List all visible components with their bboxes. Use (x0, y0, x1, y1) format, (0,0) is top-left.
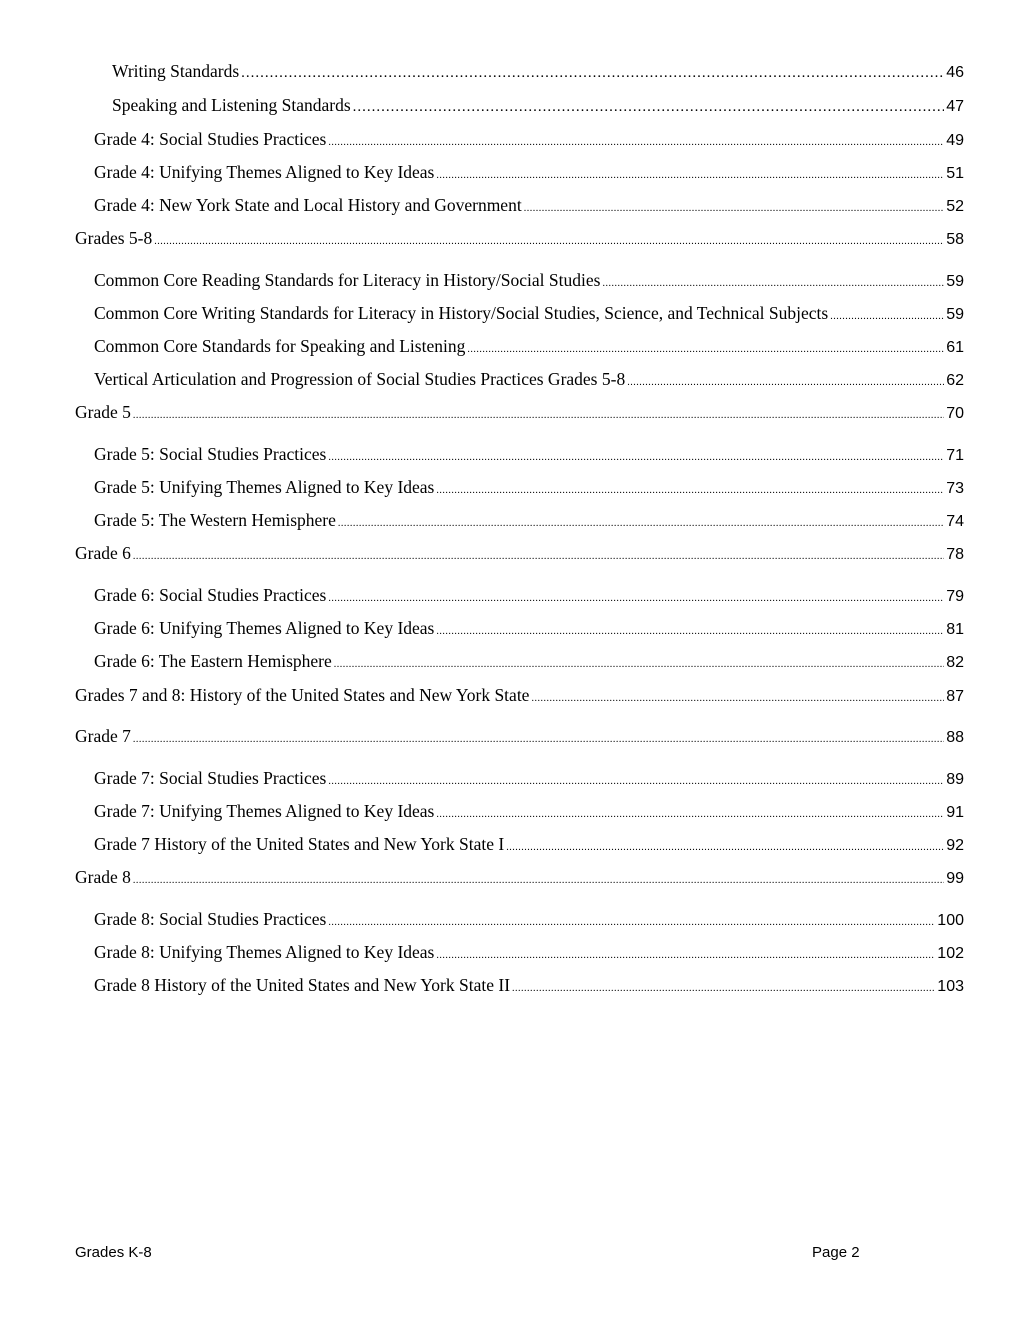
toc-entry-page: 91 (946, 804, 964, 821)
dot-leader (436, 804, 944, 826)
toc-entry-page: 81 (946, 621, 964, 638)
toc-entry-page: 102 (937, 945, 964, 962)
dot-leader (531, 688, 944, 710)
dot-leader (241, 62, 944, 84)
dot-leader (328, 912, 935, 934)
toc-entry-title: Grade 4: Social Studies Practices (94, 129, 327, 149)
dot-leader (133, 729, 944, 751)
toc-entry[interactable] (112, 94, 964, 118)
footer-page-number: Page 2 (812, 1244, 860, 1261)
dot-leader (328, 132, 944, 154)
toc-entry-title: Grade 6: Unifying Themes Aligned to Key Ideas (94, 618, 435, 638)
toc-entry-title: Grade 5: The Western Hemisphere (94, 510, 336, 530)
toc-entry[interactable] (112, 60, 964, 84)
toc-entry-page: 59 (946, 273, 964, 290)
toc-entry[interactable] (75, 866, 964, 892)
toc-entry-title: Grade 8: Social Studies Practices (94, 909, 327, 929)
toc-entry-title: Grade 7: Social Studies Practices (94, 768, 327, 788)
toc-entry-title: Common Core Standards for Speaking and Listening (94, 336, 466, 356)
toc-entry[interactable] (75, 684, 964, 710)
dot-leader (353, 96, 945, 118)
toc-entry-page: 74 (946, 513, 964, 530)
toc-entry[interactable] (94, 617, 964, 643)
toc-entry-page: 73 (946, 480, 964, 497)
toc-entry[interactable] (94, 302, 964, 328)
toc-entry-title: Grade 4: New York State and Local History and Government (94, 195, 522, 215)
toc-entry-title: Grades 7 and 8: History of the United States and New York State (75, 685, 530, 705)
toc-entry[interactable] (94, 269, 964, 295)
toc-entry-title: Grades 5-8 (75, 228, 153, 248)
toc-entry-title: Grade 7 (75, 726, 131, 746)
toc-entry-page: 46 (946, 64, 964, 81)
dot-leader (436, 480, 944, 502)
toc-entry[interactable] (94, 443, 964, 469)
toc-entry-title: Grade 7 History of the United States and New York State I (94, 834, 505, 854)
toc-entry-page: 49 (946, 132, 964, 149)
toc-entry-page: 100 (937, 912, 964, 929)
toc-entry[interactable] (94, 194, 964, 220)
dot-leader (436, 945, 935, 967)
toc-entry[interactable] (94, 800, 964, 826)
toc-entry-page: 79 (946, 588, 964, 605)
toc-entry-page: 92 (946, 837, 964, 854)
dot-leader (133, 870, 944, 892)
toc-entry-title: Grade 5: Unifying Themes Aligned to Key Ideas (94, 477, 435, 497)
toc-entry-page: 62 (946, 372, 964, 389)
toc-entry[interactable] (94, 833, 964, 859)
dot-leader (133, 405, 944, 427)
toc-entry-page: 82 (946, 654, 964, 671)
toc-entry[interactable] (94, 767, 964, 793)
toc-entry-title: Common Core Writing Standards for Literacy in History/Social Studies, Science, and Technical Subjects (94, 303, 829, 323)
toc-entry-page: 61 (946, 339, 964, 356)
dot-leader (436, 165, 944, 187)
dot-leader (436, 621, 944, 643)
toc-entry[interactable] (75, 227, 964, 253)
toc-entry-title: Speaking and Listening Standards (112, 95, 351, 115)
toc-entry-title: Grade 6 (75, 543, 131, 563)
dot-leader (512, 978, 935, 1000)
toc-entry[interactable] (94, 908, 964, 934)
toc-entry[interactable] (94, 368, 964, 394)
toc-entry-page: 70 (946, 405, 964, 422)
dot-leader (338, 513, 944, 535)
toc-entry[interactable] (94, 941, 964, 967)
toc-entry[interactable] (94, 128, 964, 154)
toc-entry[interactable] (75, 725, 964, 751)
toc-entry-page: 87 (946, 688, 964, 705)
toc-entry-page: 89 (946, 771, 964, 788)
toc-entry[interactable] (75, 542, 964, 568)
toc-entry-title: Grade 5 (75, 402, 131, 422)
toc-entry[interactable] (94, 476, 964, 502)
toc-entry[interactable] (75, 401, 964, 427)
toc-entry-page: 59 (946, 306, 964, 323)
dot-leader (328, 588, 944, 610)
toc-entry-page: 58 (946, 231, 964, 248)
toc-entry-page: 99 (946, 870, 964, 887)
toc-entry-page: 88 (946, 729, 964, 746)
dot-leader (154, 231, 944, 253)
toc-entry-title: Grade 8: Unifying Themes Aligned to Key Ideas (94, 942, 435, 962)
toc-entry[interactable] (94, 161, 964, 187)
toc-entry-page: 51 (946, 165, 964, 182)
dot-leader (328, 771, 944, 793)
footer-document-title: Grades K-8 (75, 1244, 152, 1261)
toc-entry-title: Grade 4: Unifying Themes Aligned to Key Ideas (94, 162, 435, 182)
toc-entry[interactable] (94, 650, 964, 676)
toc-entry-title: Grade 6: The Eastern Hemisphere (94, 651, 332, 671)
toc-entry-title: Grade 5: Social Studies Practices (94, 444, 327, 464)
toc-entry-title: Vertical Articulation and Progression of Social Studies Practices Grades 5-8 (94, 369, 626, 389)
toc-entry[interactable] (94, 335, 964, 361)
toc-entry-title: Writing Standards (112, 61, 240, 81)
dot-leader (627, 372, 944, 394)
dot-leader (133, 546, 944, 568)
dot-leader (830, 306, 944, 328)
toc-entry-page: 71 (946, 447, 964, 464)
dot-leader (506, 837, 944, 859)
toc-entry-page: 47 (946, 98, 964, 115)
toc-entry[interactable] (94, 974, 964, 1000)
toc-entry-title: Grade 8 History of the United States and New York State II (94, 975, 511, 995)
toc-entry[interactable] (94, 509, 964, 535)
dot-leader (524, 198, 945, 220)
toc-entry-title: Grade 8 (75, 867, 131, 887)
toc-entry-page: 52 (946, 198, 964, 215)
toc-entry-title: Common Core Reading Standards for Literacy in History/Social Studies (94, 270, 601, 290)
dot-leader (328, 447, 944, 469)
toc-entry[interactable] (94, 584, 964, 610)
toc-entry-title: Grade 7: Unifying Themes Aligned to Key Ideas (94, 801, 435, 821)
dot-leader (602, 273, 944, 295)
dot-leader (334, 654, 944, 676)
dot-leader (467, 339, 944, 361)
toc-entry-page: 103 (937, 978, 964, 995)
toc-entry-title: Grade 6: Social Studies Practices (94, 585, 327, 605)
toc-entry-page: 78 (946, 546, 964, 563)
